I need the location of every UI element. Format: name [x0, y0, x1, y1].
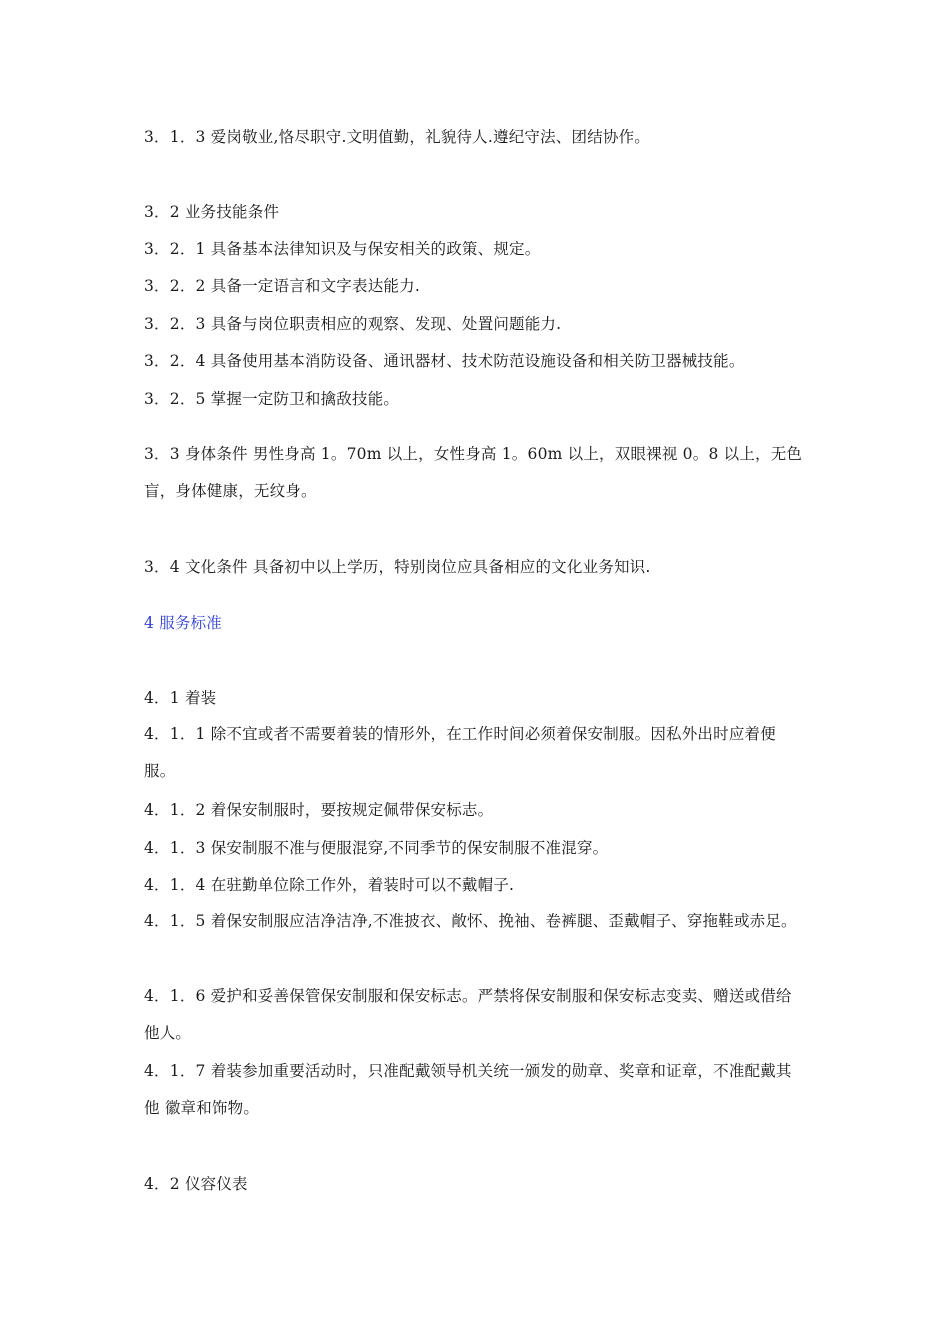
clause-4-1-2: 4．1．2 着保安制服时，要按规定佩带保安标志。 — [144, 801, 494, 819]
section-3-4-education: 3．4 文化条件 具备初中以上学历，特别岗位应具备相应的文化业务知识. — [144, 558, 651, 576]
section-3-3-body-conditions: 3．3 身体条件 男性身高 1。70m 以上，女性身高 1。60m 以上，双眼裸视 0。8 以上，无色盲，身体健康，无纹身。 — [144, 445, 803, 500]
clause-3-2-1: 3．2．1 具备基本法律知识及与保安相关的政策、规定。 — [144, 240, 541, 258]
section-4-heading: 4 服务标准 — [144, 614, 222, 632]
clause-4-1-1: 4．1．1 除不宜或者不需要着装的情形外，在工作时间必须着保安制服。因私外出时应着便服。 — [144, 725, 776, 780]
clause-4-1-7: 4．1．7 着装参加重要活动时，只准配戴领导机关统一颁发的勋章、奖章和证章，不准配戴其他 徽章和饰物。 — [144, 1062, 792, 1117]
clause-3-2-3: 3．2．3 具备与岗位职责相应的观察、发现、处置问题能力. — [144, 315, 562, 333]
clause-3-2-2: 3．2．2 具备一定语言和文字表达能力. — [144, 277, 420, 295]
section-3-2-heading: 3．2 业务技能条件 — [144, 203, 280, 221]
clause-4-1-3: 4．1．3 保安制服不准与便服混穿,不同季节的保安制服不准混穿。 — [144, 839, 609, 857]
clause-3-2-5: 3．2．5 掌握一定防卫和擒敌技能。 — [144, 390, 400, 408]
clause-3-2-4: 3．2．4 具备使用基本消防设备、通讯器材、技术防范设施设备和相关防卫器械技能。 — [144, 352, 745, 370]
section-4-2-heading: 4．2 仪容仪表 — [144, 1175, 248, 1193]
clause-4-1-4: 4．1．4 在驻勤单位除工作外，着装时可以不戴帽子. — [144, 876, 515, 894]
clause-4-1-6: 4．1．6 爱护和妥善保管保安制服和保安标志。严禁将保安制服和保安标志变卖、赠送或借给 他人。 — [144, 987, 792, 1042]
clause-4-1-5: 4．1．5 着保安制服应洁净洁净,不准披衣、敞怀、挽袖、卷裤腿、歪戴帽子、穿拖鞋或赤足。 — [144, 912, 797, 930]
section-4-1-heading: 4．1 着装 — [144, 689, 217, 707]
clause-3-1-3: 3．1．3 爱岗敬业,恪尽职守.文明值勤，礼貌待人.遵纪守法、团结协作。 — [144, 128, 650, 146]
